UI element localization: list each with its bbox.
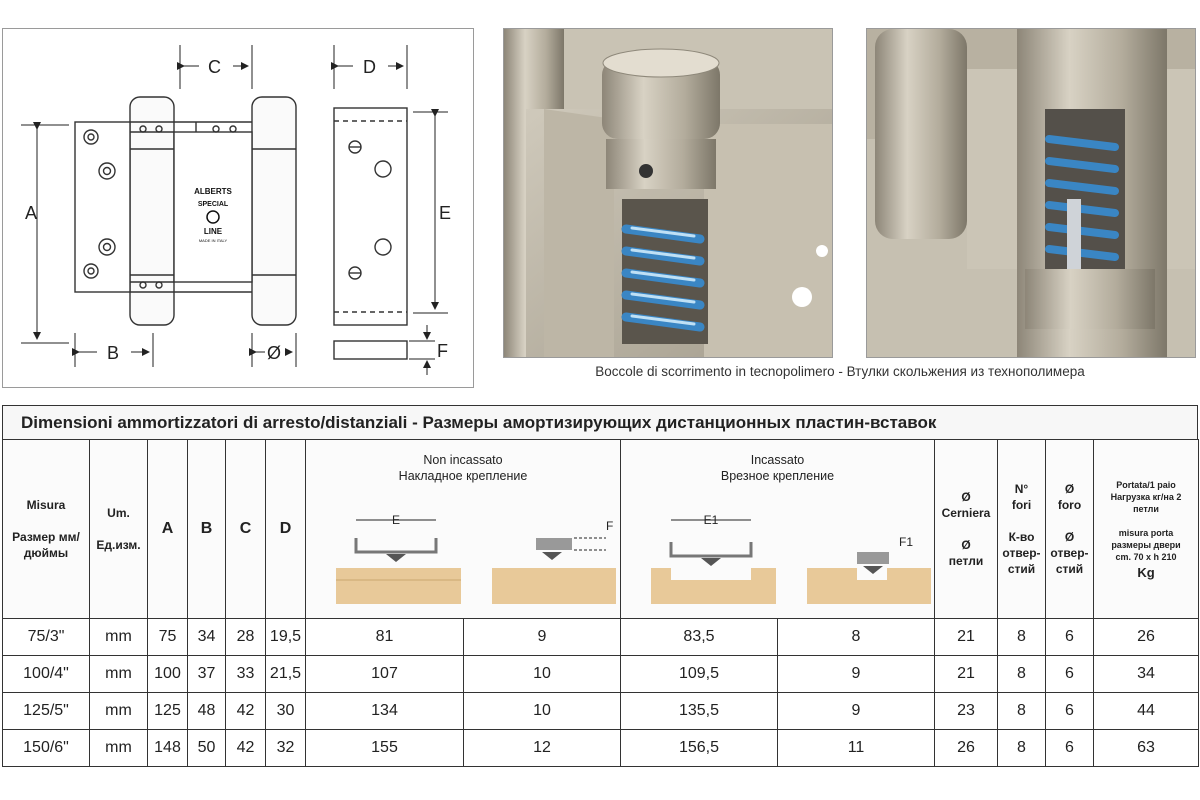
dim-label-diameter: Ø — [267, 343, 282, 363]
cell-b: 34 — [188, 619, 226, 656]
recessed-mount-diagrams — [621, 490, 931, 608]
dim-label-c: C — [208, 57, 221, 77]
cell-kg: 34 — [1094, 656, 1199, 693]
cell-kg: 26 — [1094, 619, 1199, 656]
table-row — [3, 619, 1199, 656]
f-plate — [334, 341, 407, 359]
cell-e1: 156,5 — [621, 730, 778, 767]
dim-label-e: E — [439, 203, 452, 223]
header-cerniera: Ø Cerniera Ø петли — [935, 440, 998, 619]
hinge-cutaway-photo — [503, 28, 833, 358]
cell-um: mm — [90, 730, 148, 767]
cell-d: 30 — [266, 693, 306, 730]
left-leaf — [75, 122, 130, 292]
header-non-incassato: Non incassato Накладное крепление E F — [306, 440, 621, 619]
cell-foro: 6 — [1046, 619, 1094, 656]
header-misura: Misura Размер мм/дюймы — [3, 440, 90, 619]
cell-um: mm — [90, 656, 148, 693]
cell-e: 81 — [306, 619, 464, 656]
cell-a: 75 — [148, 619, 188, 656]
cell-f1: 9 — [778, 693, 935, 730]
brand-line-2: SPECIAL — [197, 201, 229, 208]
cell-kg: 44 — [1094, 693, 1199, 730]
cell-cerniera: 21 — [935, 656, 998, 693]
drawing-svg — [3, 29, 473, 387]
dimensions-table — [2, 439, 1199, 767]
cell-a: 125 — [148, 693, 188, 730]
header-incassato: Incassato Врезное крепление E1 F1 — [621, 440, 935, 619]
cell-d: 32 — [266, 730, 306, 767]
photo-caption: Boccole di scorrimento in tecnopolimero - Втулки скольжения из технополимера — [595, 364, 1085, 379]
cell-misura: 100/4" — [3, 656, 90, 693]
cell-um: mm — [90, 619, 148, 656]
cell-f: 9 — [464, 619, 621, 656]
cell-fori: 8 — [998, 693, 1046, 730]
header-d: D — [266, 440, 306, 619]
diagram-label-e: E — [391, 513, 401, 527]
cell-foro: 6 — [1046, 730, 1094, 767]
cell-fori: 8 — [998, 730, 1046, 767]
dim-label-d: D — [363, 57, 376, 77]
cell-f: 12 — [464, 730, 621, 767]
dim-label-f: F — [437, 341, 448, 361]
cell-foro: 6 — [1046, 693, 1094, 730]
header-b: B — [188, 440, 226, 619]
table-row — [3, 730, 1199, 767]
diagram-label-f1: F1 — [899, 535, 914, 549]
cell-c: 33 — [226, 656, 266, 693]
cell-f1: 8 — [778, 619, 935, 656]
cell-b: 37 — [188, 656, 226, 693]
table-row — [3, 656, 1199, 693]
cell-a: 148 — [148, 730, 188, 767]
cell-misura: 75/3" — [3, 619, 90, 656]
right-knuckle — [252, 97, 296, 325]
table-header-row — [3, 440, 1199, 619]
cell-cerniera: 26 — [935, 730, 998, 767]
cell-f1: 11 — [778, 730, 935, 767]
header-portata: Portata/1 paio Нагрузка кг/на 2 петли misura porta размеры двери cm. 70 x h 210 Kg — [1094, 440, 1199, 619]
detail-photo-svg — [867, 29, 1195, 357]
surface-mount-diagrams — [306, 490, 616, 608]
header-c: C — [226, 440, 266, 619]
table-row — [3, 693, 1199, 730]
header-foro: Ø foro Ø отвер- стий — [1046, 440, 1094, 619]
cell-f: 10 — [464, 693, 621, 730]
cell-a: 100 — [148, 656, 188, 693]
cell-b: 48 — [188, 693, 226, 730]
cell-kg: 63 — [1094, 730, 1199, 767]
cell-foro: 6 — [1046, 656, 1094, 693]
brand-line-1: ALBERTS — [194, 187, 232, 196]
brand-line-3: LINE — [203, 227, 223, 236]
left-knuckle — [130, 97, 174, 325]
header-um: Um. Ед.изм. — [90, 440, 148, 619]
cell-e1: 83,5 — [621, 619, 778, 656]
cell-e: 107 — [306, 656, 464, 693]
header-fori: N° fori К-во отвер- стий — [998, 440, 1046, 619]
cell-c: 28 — [226, 619, 266, 656]
cell-cerniera: 21 — [935, 619, 998, 656]
header-a: A — [148, 440, 188, 619]
cell-c: 42 — [226, 693, 266, 730]
cell-f: 10 — [464, 656, 621, 693]
diagram-label-f: F — [606, 519, 614, 533]
cell-d: 21,5 — [266, 656, 306, 693]
dim-label-b: B — [107, 343, 120, 363]
table-title: Dimensioni ammortizzatori di arresto/distanziali - Размеры амортизирующих дистанционных пластин-вставок — [2, 405, 1198, 439]
cell-e1: 135,5 — [621, 693, 778, 730]
cell-c: 42 — [226, 730, 266, 767]
diagram-label-e1: E1 — [703, 513, 719, 527]
cell-cerniera: 23 — [935, 693, 998, 730]
cell-e: 155 — [306, 730, 464, 767]
cell-e: 134 — [306, 693, 464, 730]
side-view-plate — [334, 108, 407, 325]
hinge-technical-drawing — [2, 28, 474, 388]
dim-label-a: A — [25, 203, 38, 223]
hinge-detail-photo — [866, 28, 1196, 358]
cell-misura: 125/5" — [3, 693, 90, 730]
cell-fori: 8 — [998, 656, 1046, 693]
cutaway-photo-svg — [504, 29, 832, 357]
cell-um: mm — [90, 693, 148, 730]
cell-fori: 8 — [998, 619, 1046, 656]
cell-misura: 150/6" — [3, 730, 90, 767]
cell-b: 50 — [188, 730, 226, 767]
cell-f1: 9 — [778, 656, 935, 693]
cell-d: 19,5 — [266, 619, 306, 656]
brand-line-4: MADE IN ITALY — [198, 238, 228, 243]
cell-e1: 109,5 — [621, 656, 778, 693]
